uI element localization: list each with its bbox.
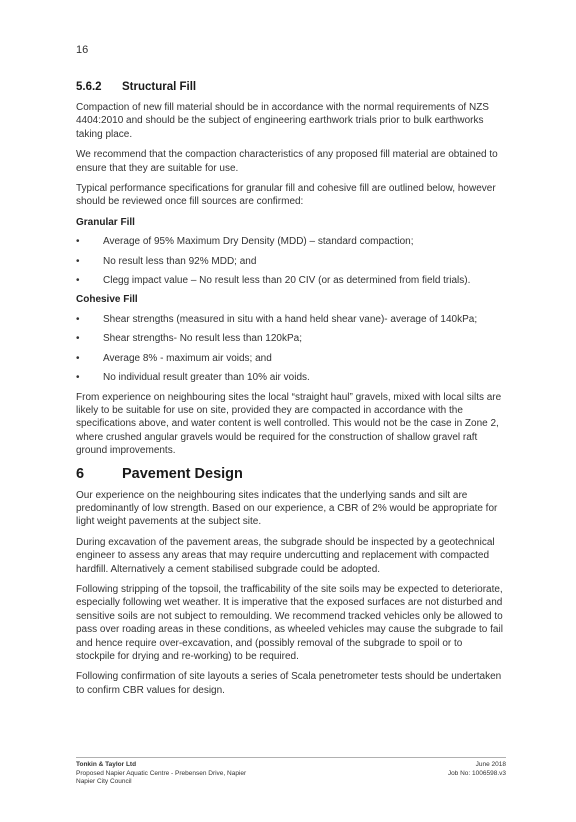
- section-number: 5.6.2: [76, 81, 102, 93]
- list-item: [76, 371, 504, 384]
- list-item-text: No result less than 92% MDD; and: [103, 255, 257, 267]
- section-title: Structural Fill: [122, 81, 197, 93]
- bullet-icon: •: [76, 255, 80, 267]
- bullet-icon: •: [76, 275, 80, 287]
- footer-job-number: Job No: 1006598.v3: [447, 769, 506, 777]
- list-item-text: Average 8% - maximum air voids; and: [103, 352, 272, 364]
- section-heading-structural-fill: [76, 80, 504, 95]
- list-item: [76, 313, 504, 326]
- bullet-icon: •: [76, 372, 80, 384]
- paragraph: Compaction of new fill material should be in accordance with the normal requirements of NZS 4404:2010 and should be the subject of engineering earthwork trials prior to bulk earthworks taking place.: [76, 102, 489, 140]
- paragraph: Our experience on the neighbouring sites indicates that the underlying sands and silt are predominantly of low strength. Based on our experience, a CBR of 2% would be appropriate for light weight pavements at the subject site.: [76, 489, 498, 528]
- subheading-cohesive-fill: Cohesive Fill: [76, 294, 138, 306]
- bullet-icon: •: [76, 333, 80, 345]
- list-item-text: Shear strengths (measured in situ with a hand held shear vane)- average of 140kPa;: [103, 313, 478, 325]
- bullet-icon: •: [76, 313, 80, 325]
- paragraph: Typical performance specifications for granular fill and cohesive fill are outlined below, however should be reviewed once fill sources are confirmed:: [76, 183, 496, 208]
- page-content: [76, 80, 504, 704]
- footer-client: Napier City Council: [76, 778, 132, 786]
- section-number: 6: [76, 465, 85, 482]
- paragraph: We recommend that the compaction characteristics of any proposed fill material are obtained to ensure that they are suitable for use.: [76, 149, 498, 174]
- paragraph: Following confirmation of site layouts a series of Scala penetrometer tests should be undertaken to confirm CBR values for design.: [76, 671, 502, 696]
- list-item: [76, 235, 504, 248]
- paragraph: From experience on neighbouring sites the local “straight haul” gravels, mixed with local silts are likely to be suitable for use on site, provided they are compacted in accordance with the specifications above, and water content is well controlled. This would not be the case in Zone 2, where crushed angular gravels would be required for the construction of shallow gravel raft ground improvements.: [76, 391, 502, 457]
- section-heading-pavement-design: [76, 465, 504, 483]
- list-item-text: No individual result greater than 10% air voids.: [103, 372, 310, 384]
- list-item-text: Shear strengths- No result less than 120kPa;: [103, 333, 302, 345]
- footer-company: Tonkin & Taylor Ltd: [76, 761, 137, 768]
- list-item: [76, 352, 504, 365]
- section-title: Pavement Design: [122, 465, 243, 482]
- page-number: 16: [76, 44, 89, 56]
- footer-divider: [76, 757, 506, 758]
- paragraph: During excavation of the pavement areas, the subgrade should be inspected by a geotechnical engineer to assess any areas that may require undercutting and replacement with compacted hardfill. Alternatively a cement stabilised subgrade could be adopted.: [76, 536, 495, 575]
- bullet-icon: •: [76, 352, 80, 364]
- footer-project: Proposed Napier Aquatic Centre - Prebensen Drive, Napier: [76, 769, 247, 777]
- cohesive-fill-list: [76, 313, 504, 385]
- paragraph: Following stripping of the topsoil, the trafficability of the site soils may be expected to deteriorate, especially following wet weather. It is imperative that the exposed surfaces are not disturbed and sensitive soils are not subject to remoulding. We recommend tracked vehicles only be allowed to pass over roading areas in these conditions, as wheeled vehicles may cause the subgrade to fail and hence require over-excavation, and (possibly removal of the subgrade to spoil or to stockpile for drying and re-working) to be required.: [76, 583, 503, 662]
- subheading-granular-fill: Granular Fill: [76, 216, 135, 228]
- footer-date: June 2018: [475, 761, 506, 768]
- list-item-text: Average of 95% Maximum Dry Density (MDD) – standard compaction;: [103, 236, 414, 248]
- bullet-icon: •: [76, 236, 80, 248]
- granular-fill-list: [76, 235, 504, 287]
- list-item: [76, 255, 504, 268]
- list-item: [76, 332, 504, 345]
- footer-right: [448, 761, 506, 778]
- list-item: [76, 274, 504, 287]
- footer-left: [76, 761, 246, 787]
- list-item-text: Clegg impact value – No result less than 20 CIV (or as determined from field trials).: [103, 275, 471, 287]
